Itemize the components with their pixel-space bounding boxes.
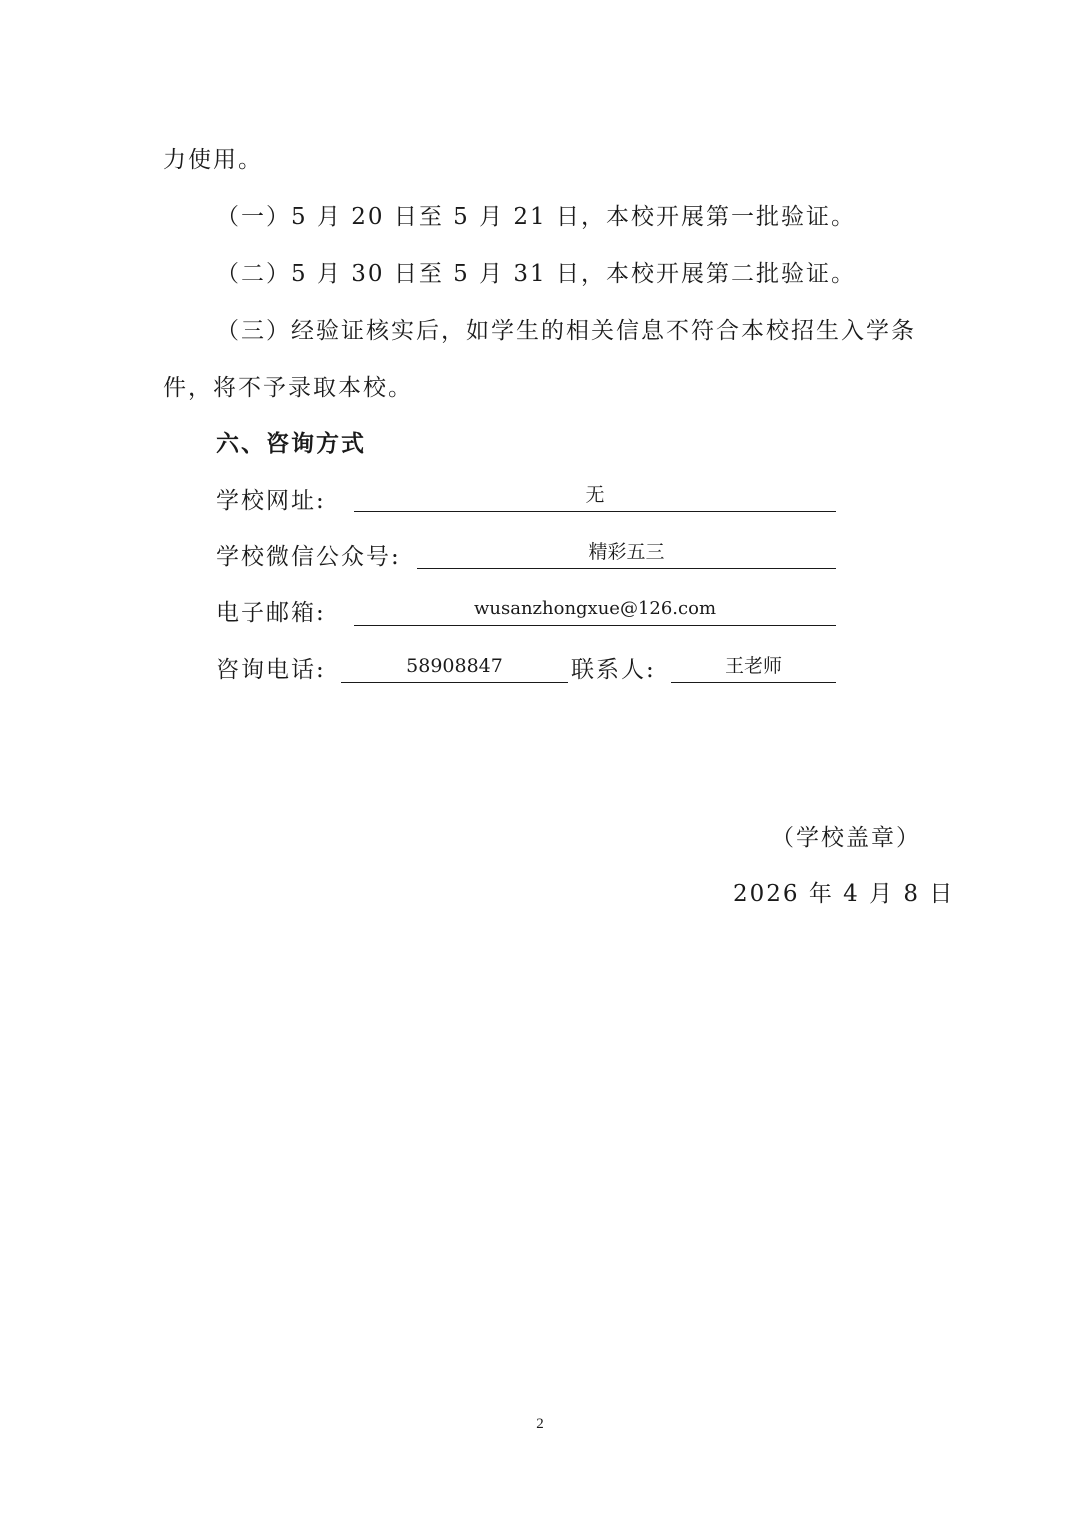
website-label: 学校网址: [216,488,326,514]
phone-value: 58908847 [341,652,568,683]
list-item-3-line-1: （三）经验证核实后，如学生的相关信息不符合本校招生入学条 [216,318,916,344]
list-item-2: （二）5 月 30 日至 5 月 31 日，本校开展第二批验证。 [216,261,856,287]
website-value: 无 [354,481,836,512]
paragraph-tail: 力使用。 [163,147,263,173]
school-seal: （学校盖章） [771,825,921,851]
page-number: 2 [536,1416,544,1432]
contact-person-label: 联系人: [571,657,656,683]
contact-person-value: 王老师 [671,652,836,683]
email-value: wusanzhongxue@126.com [354,595,836,626]
wechat-label: 学校微信公众号: [216,544,401,570]
phone-label: 咨询电话: [216,657,326,683]
list-item-1: （一）5 月 20 日至 5 月 21 日，本校开展第一批验证。 [216,204,856,230]
issue-date: 2026 年 4 月 8 日 [733,881,955,907]
wechat-value: 精彩五三 [417,538,836,569]
list-item-3-line-2: 件，将不予录取本校。 [163,375,413,401]
section-heading-contact: 六、咨询方式 [216,431,366,457]
email-label: 电子邮箱: [216,600,326,626]
